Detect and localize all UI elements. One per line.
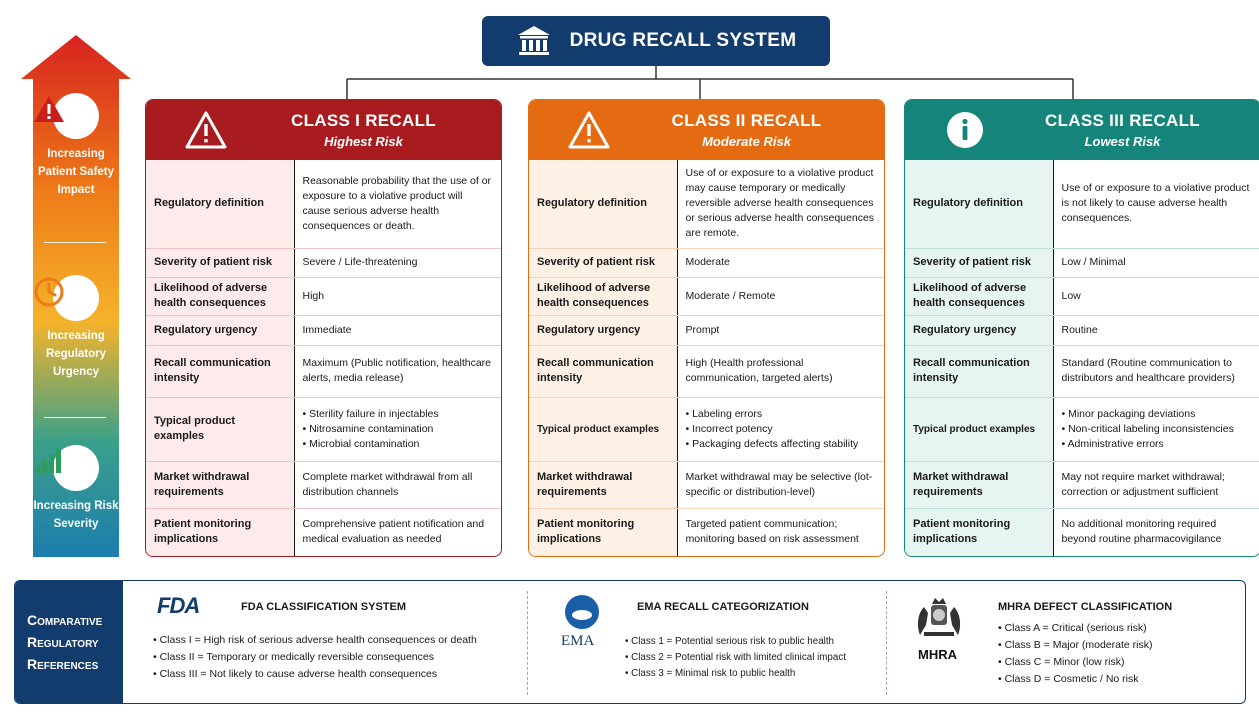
table-row (529, 315, 884, 345)
list-item: • Packaging defects affecting stability (686, 437, 877, 452)
mhra-title: MHRA DEFECT CLASSIFICATION (998, 601, 1173, 613)
row-value: Maximum (Public notification, healthcare alerts, media release) (294, 345, 501, 397)
row-value: Use of or exposure to a violative product may cause temporary or medically reversible adverse health consequences or serious adverse health consequences are remote. (677, 160, 884, 248)
row-value: Moderate / Remote (677, 277, 884, 315)
table-row (905, 248, 1259, 277)
row-label: Regulatory urgency (905, 315, 1053, 345)
list-item: • Incorrect potency (686, 422, 877, 437)
list-item: • Administrative errors (1062, 437, 1253, 452)
row-label: Patient monitoring implications (146, 508, 294, 556)
table-row (529, 277, 884, 315)
fda-reference (123, 581, 527, 703)
row-label: Likelihood of adverse health consequences (529, 277, 677, 315)
list-item: • Non-critical labeling inconsistencies (1062, 422, 1253, 437)
row-label: Regulatory definition (529, 160, 677, 248)
fda-list (153, 634, 477, 685)
table-row (905, 315, 1259, 345)
class-title: CLASS II RECALL (671, 111, 822, 130)
row-label: Likelihood of adverse health consequences (146, 277, 294, 315)
table-row (529, 345, 884, 397)
list-item: • Class I = High risk of serious adverse health consequences or death (153, 634, 477, 646)
warning-icon (32, 93, 66, 125)
arrow-item-urgency (32, 275, 120, 381)
list-item: • Class B = Major (moderate risk) (998, 639, 1153, 651)
page-title: DRUG RECALL SYSTEM (569, 30, 797, 51)
list-item: • Class III = Not likely to cause adverse health consequences (153, 668, 438, 680)
table-row (146, 160, 501, 248)
list-item: • Sterility failure in injectables (303, 407, 494, 422)
row-label: Market withdrawal requirements (529, 461, 677, 508)
list-item: • Class 3 = Minimal risk to public health (625, 668, 796, 679)
table-row (905, 461, 1259, 508)
row-label: Regulatory urgency (146, 315, 294, 345)
fda-logo: FDA (157, 593, 200, 618)
clock-icon (32, 275, 66, 309)
list-item: • Labeling errors (686, 407, 877, 422)
row-label: Patient monitoring implications (905, 508, 1053, 556)
class-2-card (528, 99, 885, 557)
arrow-label-severity: Increasing Risk Severity (33, 500, 119, 530)
table-row (905, 397, 1259, 461)
row-label: Patient monitoring implications (529, 508, 677, 556)
ema-title: EMA RECALL CATEGORIZATION (637, 601, 809, 613)
row-value: May not require market withdrawal; correction or adjustment sufficient (1053, 461, 1259, 508)
arrow-label-urgency: Increasing Regulatory Urgency (45, 330, 107, 378)
table-row (905, 345, 1259, 397)
row-label: Market withdrawal requirements (146, 461, 294, 508)
row-label: Severity of patient risk (529, 248, 677, 277)
row-label: Recall communication intensity (905, 345, 1053, 397)
class-2-table (529, 160, 884, 556)
info-icon (944, 109, 986, 151)
class-subtitle: Lowest Risk (1084, 134, 1161, 149)
class-2-header (529, 100, 884, 160)
table-row (146, 397, 501, 461)
table-row (146, 248, 501, 277)
row-label: Typical product examples (146, 397, 294, 461)
row-label: Severity of patient risk (905, 248, 1053, 277)
table-row (905, 508, 1259, 556)
arrow-divider (44, 242, 106, 243)
row-label: Typical product examples (529, 397, 677, 461)
mhra-logo: MHRA (918, 647, 957, 662)
class-3-header (905, 100, 1259, 160)
fda-title: FDA CLASSIFICATION SYSTEM (241, 601, 406, 613)
mhra-reference (888, 581, 1245, 703)
class-1-header (146, 100, 501, 160)
row-value: Complete market withdrawal from all distribution channels (294, 461, 501, 508)
table-row (146, 277, 501, 315)
class-1-card (145, 99, 502, 557)
row-label: Recall communication intensity (529, 345, 677, 397)
class-subtitle: Moderate Risk (702, 134, 791, 149)
table-row (905, 160, 1259, 248)
arrow-item-severity (32, 445, 120, 533)
table-row (529, 160, 884, 248)
list-item: • Class 1 = Potential serious risk to public health (625, 636, 834, 647)
row-label: Severity of patient risk (146, 248, 294, 277)
references-label: Comparative Regulatory References (15, 581, 123, 703)
list-item: • Microbial contamination (303, 437, 494, 452)
severity-arrow (20, 35, 132, 557)
divider (527, 591, 528, 695)
row-value: Standard (Routine communication to distributors and healthcare providers) (1053, 345, 1259, 397)
row-value: Routine (1053, 315, 1259, 345)
table-row (146, 345, 501, 397)
class-subtitle: Highest Risk (324, 134, 403, 149)
bar-chart-icon (32, 445, 64, 475)
row-value: Prompt (677, 315, 884, 345)
building-columns-icon (516, 24, 552, 58)
example-list (1062, 407, 1253, 452)
ema-reference (529, 581, 885, 703)
arrow-divider (44, 417, 106, 418)
regulatory-references (14, 580, 1246, 704)
royal-crest-icon (910, 595, 968, 639)
ema-logo-icon (563, 593, 601, 631)
row-value: Low / Minimal (1053, 248, 1259, 277)
row-label: Market withdrawal requirements (905, 461, 1053, 508)
row-value: Targeted patient communication; monitoring based on risk assessment (685, 518, 859, 546)
table-row (529, 248, 884, 277)
system-header (482, 16, 830, 66)
list-item: • Class C = Minor (low risk) (998, 656, 1125, 668)
class-title: CLASS I RECALL (291, 111, 436, 130)
table-row (146, 508, 501, 556)
row-value: Market withdrawal may be selective (lot-specific or distribution-level) (677, 461, 884, 508)
row-value: No additional monitoring required beyond routine pharmacovigilance (1061, 518, 1222, 546)
example-list (686, 407, 877, 452)
table-row (529, 397, 884, 461)
row-label: Regulatory definition (146, 160, 294, 248)
example-list (303, 407, 494, 452)
table-row (529, 461, 884, 508)
table-row (905, 277, 1259, 315)
ema-logo: EMA (561, 633, 595, 649)
row-label: Typical product examples (905, 397, 1053, 461)
row-value: Moderate (677, 248, 884, 277)
row-value: Use of or exposure to a violative product is not likely to cause adverse health consequences. (1053, 160, 1259, 248)
row-value: Low (1053, 277, 1259, 315)
row-value: Comprehensive patient notification and medical evaluation as needed (302, 518, 485, 546)
list-item: • Nitrosamine contamination (303, 422, 494, 437)
row-value: Severe / Life-threatening (294, 248, 501, 277)
list-item: • Class D = Cosmetic / No risk (998, 673, 1139, 685)
row-value: High (294, 277, 501, 315)
warning-icon (184, 110, 228, 150)
list-item: • Class A = Critical (serious risk) (998, 622, 1147, 634)
warning-icon (567, 110, 611, 150)
list-item: • Minor packaging deviations (1062, 407, 1253, 422)
list-item: • Class 2 = Potential risk with limited clinical impact (625, 652, 846, 663)
table-row (529, 508, 884, 556)
row-label: Regulatory urgency (529, 315, 677, 345)
table-row (146, 315, 501, 345)
class-3-table (905, 160, 1259, 556)
class-3-card (904, 99, 1259, 557)
table-row (146, 461, 501, 508)
row-value: Reasonable probability that the use of or exposure to a violative product will cause serious adverse health consequences or death. (294, 160, 501, 248)
mhra-list (998, 622, 1153, 690)
ema-list (625, 636, 846, 684)
arrow-label-safety: Increasing Patient Safety Impact (37, 148, 115, 196)
arrow-item-safety (32, 93, 120, 199)
divider (886, 591, 887, 695)
row-label: Likelihood of adverse health consequences (905, 277, 1053, 315)
row-value: High (Health professional communication, targeted alerts) (677, 345, 884, 397)
list-item: • Class II = Temporary or medically reversible consequences (153, 651, 434, 663)
row-label: Recall communication intensity (146, 345, 294, 397)
row-value: Immediate (294, 315, 501, 345)
row-label: Regulatory definition (905, 160, 1053, 248)
class-1-table (146, 160, 501, 556)
class-title: CLASS III RECALL (1045, 111, 1200, 130)
